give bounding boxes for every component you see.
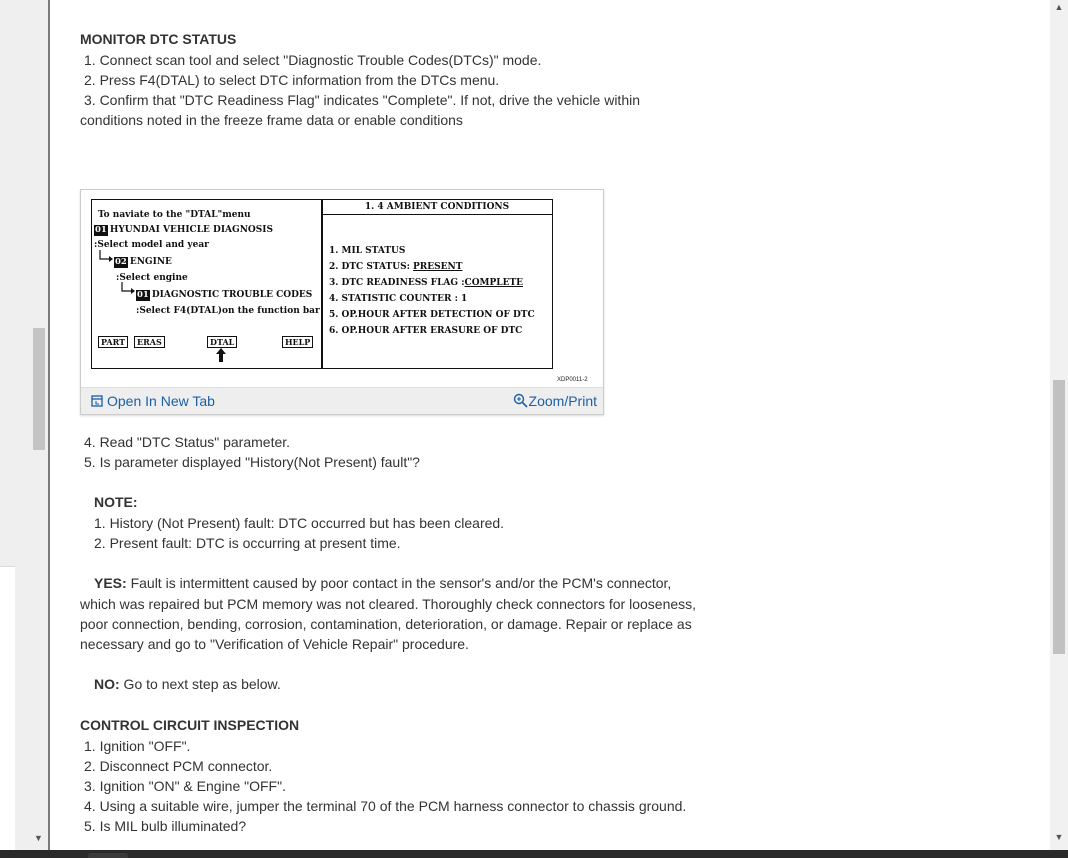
fig-right-line-2: 2. DTC STATUS: PRESENT [329,262,463,272]
left-scrollbar-thumb[interactable] [33,328,45,450]
right-scrollbar[interactable] [1050,0,1068,850]
zoom-icon [513,393,528,412]
open-in-new-tab-link[interactable]: Open In New Tab [91,392,215,411]
taskbar-item[interactable] [88,853,128,858]
monitor-step-3-continued: conditions noted in the freeze frame data or enable conditions [80,112,463,128]
monitor-step-2: 2. Press F4(DTAL) to select DTC information from the DTCs menu. [84,72,500,88]
control-step-2: 2. Disconnect PCM connector. [84,758,273,774]
fig-left-line-4: 02 ENGINE [115,257,172,267]
fig-help-button: HELP [282,336,313,348]
fig-caption: XDP0011-2 [557,377,588,383]
fig-dtal-button: DTAL [207,336,237,348]
taskbar [0,850,1068,858]
fig-right-header: 1. 4 AMBIENT CONDITIONS [322,200,552,215]
note-label: NOTE: [94,494,138,510]
yes-line-1: YES: Fault is intermittent caused by poor contact in the sensor's and/or the PCM's connector, [94,575,672,591]
document-content [50,0,1050,850]
right-scrollbar-thumb[interactable] [1053,380,1065,654]
left-panel-strip [0,566,15,851]
fig-right-line-6: 6. OP.HOUR AFTER ERASURE OF DTC [329,326,523,336]
control-step-4: 4. Using a suitable wire, jumper the terminal 70 of the PCM harness connector to chassis ground. [84,798,687,814]
fig-left-line-5: :Select engine [116,273,188,283]
fig-left-line-3: :Select model and year [94,240,209,250]
open-tab-icon [91,393,103,411]
note-item-1: 1. History (Not Present) fault: DTC occurred but has been cleared. [94,515,505,531]
arrow-up-icon [215,348,227,362]
fig-left-line-7: :Select F4(DTAL)on the function bar [136,306,320,316]
fig-right-line-3: 3. DTC READINESS FLAG :COMPLETE [329,278,524,288]
control-step-3: 3. Ignition "ON" & Engine "OFF". [84,778,286,794]
zoom-print-link[interactable]: Zoom/Print [513,392,597,412]
fig-right-line-1: 1. MIL STATUS [329,246,406,256]
yes-line-2: which was repaired but PCM memory was not cleared. Thoroughly check connectors for looseness, [80,596,697,612]
section-heading-monitor: MONITOR DTC STATUS [80,31,237,47]
left-scroll-down-icon[interactable]: ▼ [34,833,43,843]
figure-toolbar [81,387,603,414]
control-step-1: 1. Ignition "OFF". [84,738,191,754]
yes-line-4: necessary and go to "Verification of Vehicle Repair" procedure. [80,636,469,652]
scroll-up-icon[interactable]: ▲ [1054,2,1064,12]
no-line: NO: Go to next step as below. [94,676,281,692]
step-5: 5. Is parameter displayed "History(Not Present) fault"? [84,454,420,470]
note-item-2: 2. Present fault: DTC is occurring at present time. [94,535,401,551]
monitor-step-1: 1. Connect scan tool and select "Diagnostic Trouble Codes(DTCs)" mode. [84,52,542,68]
scan-tool-figure [80,189,604,415]
fig-eras-button: ERAS [134,336,165,348]
control-step-5: 5. Is MIL bulb illuminated? [84,818,247,834]
fig-divider [321,200,323,368]
fig-right-line-5: 5. OP.HOUR AFTER DETECTION OF DTC [329,310,535,320]
tree-arrow-icon [98,250,114,264]
fig-left-line-6: 01 DIAGNOSTIC TROUBLE CODES [137,290,313,300]
scan-tool-screen [91,199,553,369]
tree-arrow-icon [120,282,136,296]
section-heading-control: CONTROL CIRCUIT INSPECTION [80,717,300,733]
step-4: 4. Read "DTC Status" parameter. [84,434,291,450]
monitor-step-3: 3. Confirm that "DTC Readiness Flag" indicates "Complete". If not, drive the vehicle within [84,92,641,108]
scroll-down-icon[interactable]: ▼ [1054,832,1064,842]
fig-left-line-2: 01 HYUNDAI VEHICLE DIAGNOSIS [95,225,273,235]
fig-left-line-1: To naviate to the "DTAL"menu [98,210,251,220]
fig-right-line-4: 4. STATISTIC COUNTER : 1 [329,294,468,304]
fig-part-button: PART [98,336,128,348]
yes-line-3: poor connection, bending, corrosion, contamination, deterioration, or damage. Repair or replace as [80,616,692,632]
